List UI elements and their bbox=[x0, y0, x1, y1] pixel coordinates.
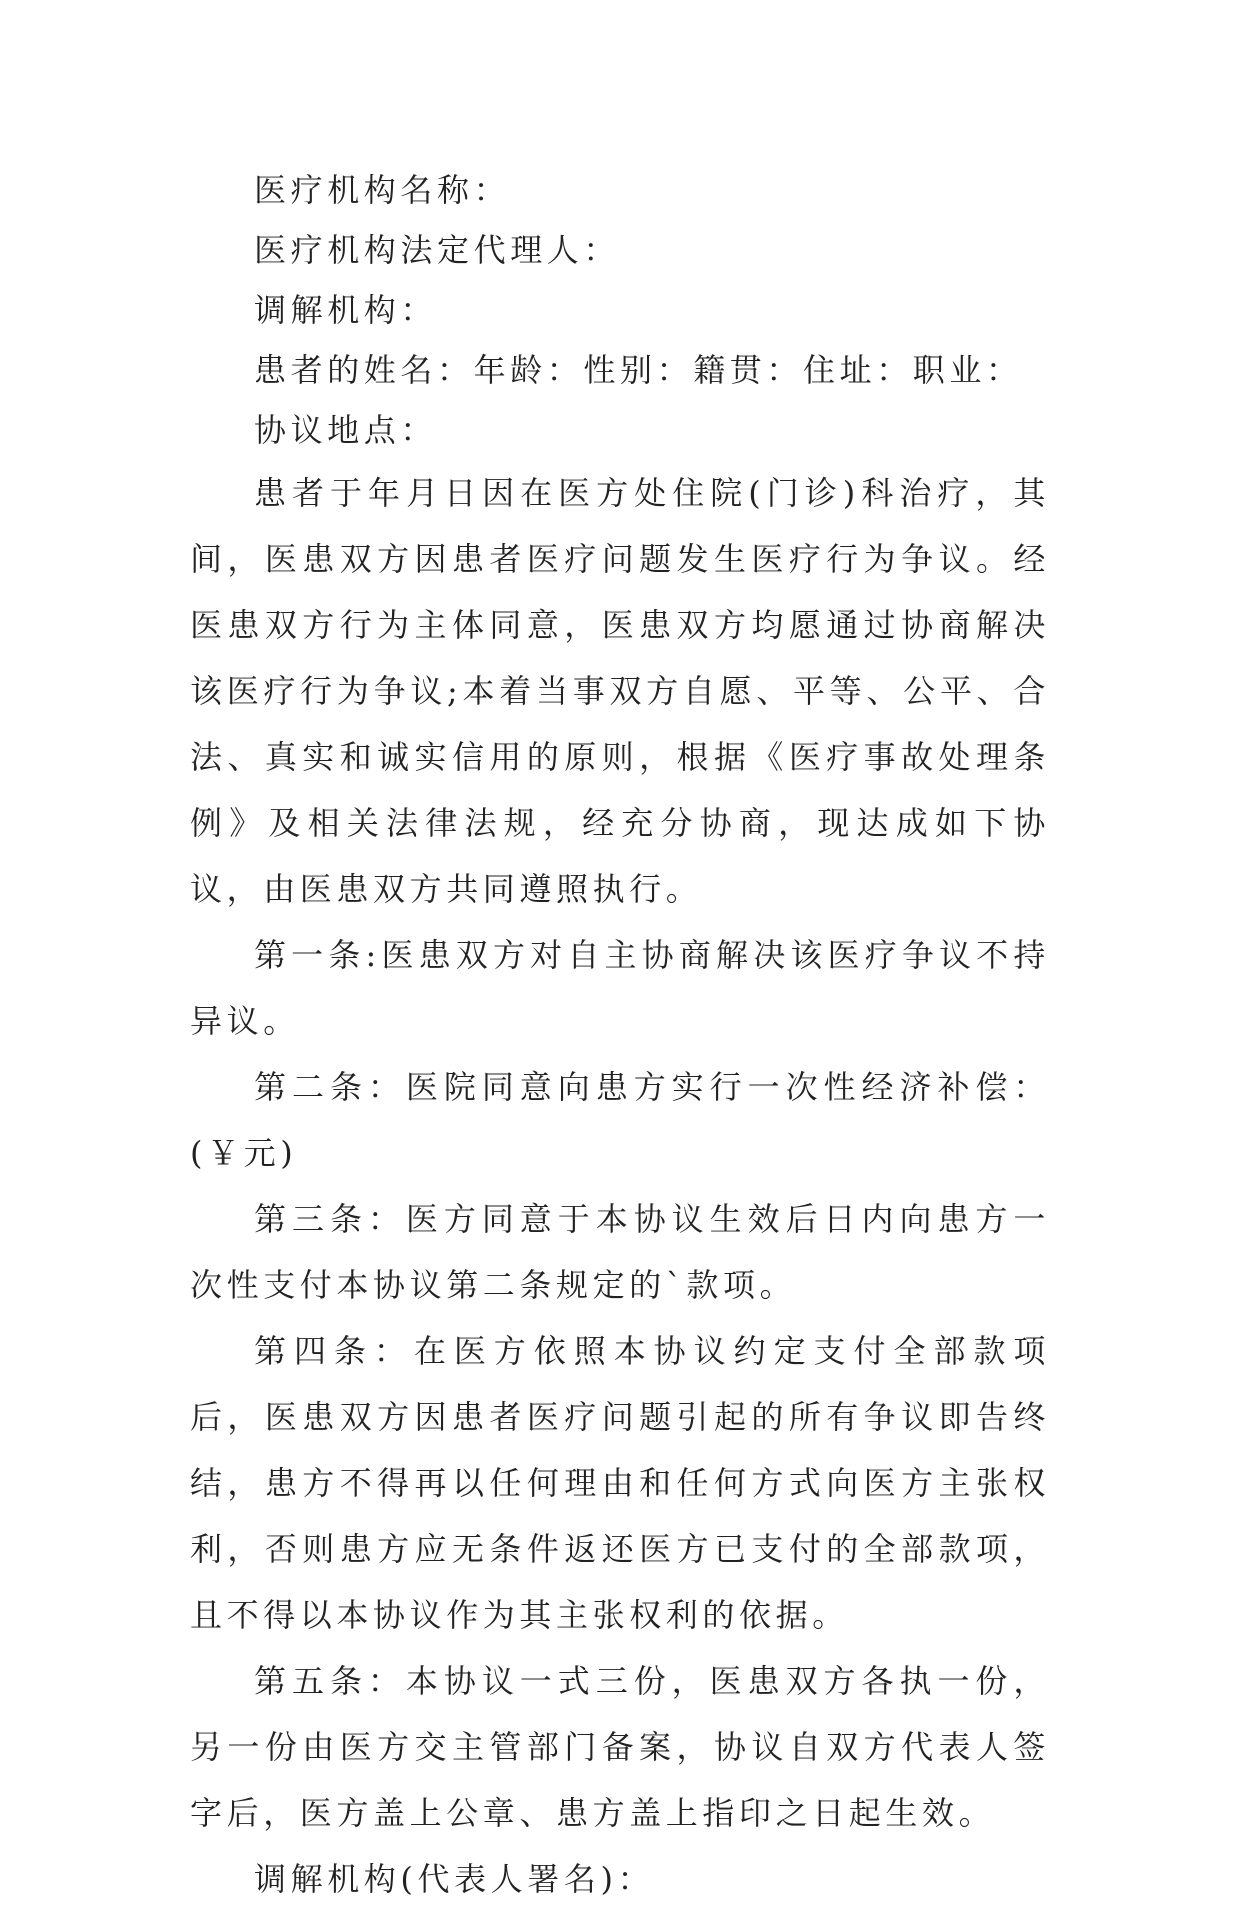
mediation-institution-field: 调解机构： bbox=[254, 291, 438, 329]
article-1: 第一条:医患双方对自主协商解决该医疗争议不持异议。 bbox=[190, 936, 1050, 1040]
preamble-paragraph: 患者于年月日因在医方处住院(门诊)科治疗，其间，医患双方因患者医疗问题发生医疗行为争议。经医患双方行为主体同意，医患双方均愿通过协商解决该医疗行为争议;本着当事双方自愿、平等、公平、合法、真实和诚实信用的原则，根据《医疗事故处理条例》及相关法律法规，经充分协商，现达成如下协议，由医患双方共同遵照执行。 bbox=[190, 474, 1050, 908]
article-2: 第二条：医院同意向患方实行一次性经济补偿：(￥元) bbox=[190, 1068, 1050, 1172]
patient-info-field: 患者的姓名：年龄：性别：籍贯：住址：职业： bbox=[254, 351, 1023, 389]
legal-representative-field: 医疗机构法定代理人： bbox=[254, 231, 621, 269]
medical-institution-name-field: 医疗机构名称： bbox=[254, 171, 511, 209]
article-3: 第三条：医方同意于本协议生效后日内向患方一次性支付本协议第二条规定的`款项。 bbox=[190, 1200, 1050, 1304]
article-5: 第五条：本协议一式三份，医患双方各执一份，另一份由医方交主管部门备案，协议自双方代表人签字后，医方盖上公章、患方盖上指印之日起生效。 bbox=[190, 1662, 1050, 1832]
article-4: 第四条：在医方依照本协议约定支付全部款项后，医患双方因患者医疗问题引起的所有争议即告终结，患方不得再以任何理由和任何方式向医方主张权利，否则患方应无条件返还医方已支付的全部款项，且不得以本协议作为其主张权利的依据。 bbox=[190, 1332, 1050, 1634]
agreement-body bbox=[190, 160, 1050, 1912]
agreement-location-field: 协议地点： bbox=[254, 411, 438, 449]
mediator-signature-line: 调解机构(代表人署名)： bbox=[254, 1860, 655, 1898]
